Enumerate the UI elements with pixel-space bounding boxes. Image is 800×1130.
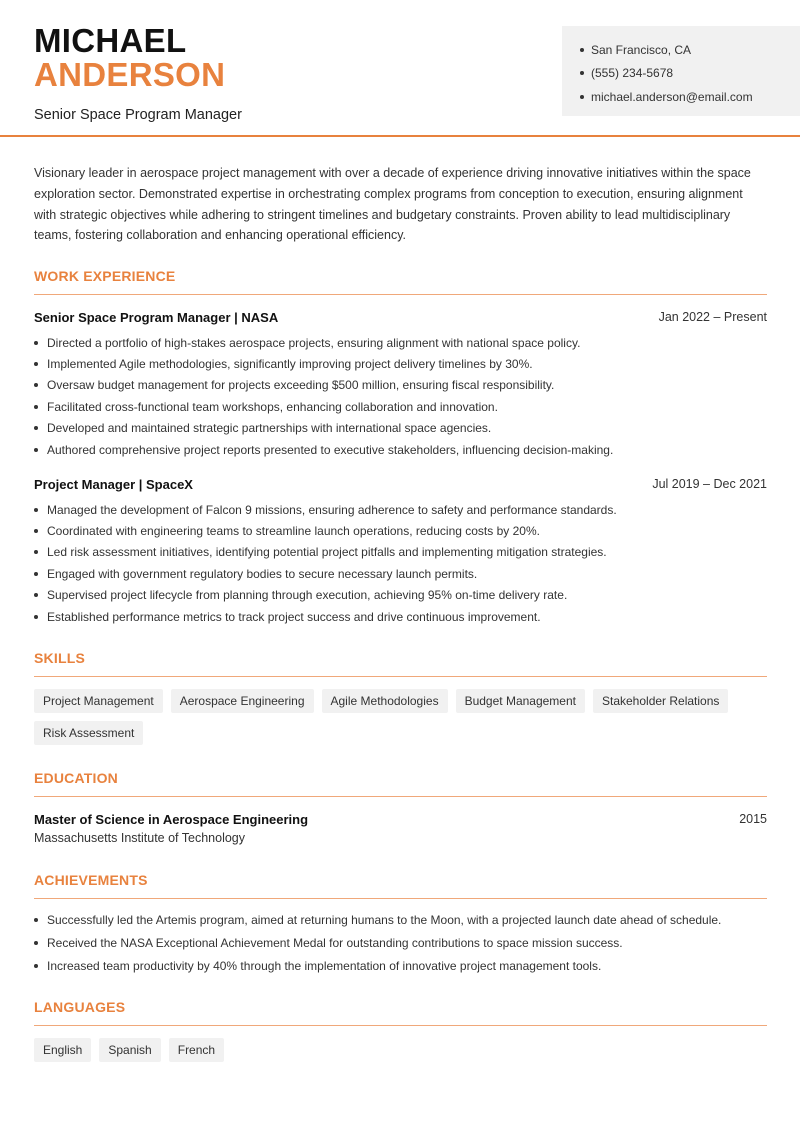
bullet-icon — [580, 48, 584, 52]
bullet-icon — [34, 508, 38, 512]
bullet-icon — [34, 615, 38, 619]
bullet-icon — [34, 918, 38, 922]
bullet-icon — [34, 341, 38, 345]
bullet-icon — [34, 529, 38, 533]
skills-heading: SKILLS — [34, 650, 767, 677]
bullet-text: Facilitated cross-functional team workshops, enhancing collaboration and innovation. — [47, 399, 498, 414]
bullet-text: Received the NASA Exceptional Achievement Medal for outstanding contributions to space mission success. — [47, 936, 623, 951]
achievements-heading: ACHIEVEMENTS — [34, 872, 767, 899]
list-item — [34, 418, 767, 439]
list-item — [34, 520, 767, 541]
education-year: 2015 — [739, 812, 767, 826]
bullet-icon — [34, 941, 38, 945]
bullet-icon — [34, 550, 38, 554]
job-title: Senior Space Program Manager — [34, 107, 242, 123]
job-bullets — [34, 332, 767, 460]
contact-location — [580, 38, 800, 62]
bullet-icon — [580, 71, 584, 75]
skill-chip: Agile Methodologies — [322, 689, 448, 713]
resume-header — [0, 0, 800, 137]
job-bullets — [34, 499, 767, 627]
list-item — [34, 542, 767, 563]
skill-chip: Budget Management — [456, 689, 585, 713]
bullet-text: Implemented Agile methodologies, significantly improving project delivery timelines by 30%. — [47, 357, 533, 372]
job-dates: Jul 2019 – Dec 2021 — [652, 477, 767, 491]
bullet-icon — [580, 95, 584, 99]
contact-box — [562, 26, 800, 116]
contact-location-text: San Francisco, CA — [591, 42, 692, 57]
bullet-text: Established performance metrics to track project success and drive continuous improvement. — [47, 609, 541, 624]
skill-chip: Risk Assessment — [34, 721, 143, 745]
bullet-icon — [34, 448, 38, 452]
bullet-text: Led risk assessment initiatives, identifying potential project pitfalls and implementing mitigation strategies. — [47, 545, 607, 560]
list-item — [34, 439, 767, 460]
achievements-list — [34, 909, 767, 977]
bullet-icon — [34, 593, 38, 597]
contact-email — [580, 85, 800, 109]
bullet-text: Successfully led the Artemis program, aimed at returning humans to the Moon, with a projected launch date ahead of schedule. — [47, 913, 722, 928]
education-degree: Master of Science in Aerospace Engineering — [34, 812, 309, 827]
list-item — [34, 954, 767, 977]
bullet-text: Authored comprehensive project reports presented to executive stakeholders, influencing decision-making. — [47, 442, 614, 457]
contact-phone-text: (555) 234-5678 — [591, 66, 674, 81]
skill-chip: Stakeholder Relations — [593, 689, 728, 713]
list-item — [34, 585, 767, 606]
list-item — [34, 909, 767, 932]
job-header — [34, 477, 767, 492]
job-role: Project Manager | SpaceX — [34, 477, 193, 492]
languages-heading: LANGUAGES — [34, 999, 767, 1026]
language-chip: English — [34, 1038, 91, 1062]
bullet-icon — [34, 426, 38, 430]
bullet-text: Developed and maintained strategic partnerships with international space agencies. — [47, 421, 492, 436]
job-role: Senior Space Program Manager | NASA — [34, 310, 279, 325]
summary: Visionary leader in aerospace project management with over a decade of experience driving innovative initiatives within the space exploration sector. Demonstrated expertise in orchestrating complex programs from conception to execution, ensuring alignment with strategic objectives while adhering to stringent timelines and budgetary constraints. Proven ability to lead multidisciplinary teams, fostering collaboration and enhancing operational efficiency. — [34, 166, 751, 243]
languages-list — [34, 1038, 767, 1062]
bullet-icon — [34, 362, 38, 366]
bullet-text: Managed the development of Falcon 9 missions, ensuring adherence to safety and performance standards. — [47, 502, 617, 517]
education-school: Massachusetts Institute of Technology — [34, 831, 245, 845]
work-experience-heading: WORK EXPERIENCE — [34, 268, 767, 295]
first-name: MICHAEL — [34, 22, 187, 59]
skill-chip: Aerospace Engineering — [171, 689, 314, 713]
skills-list — [34, 689, 767, 745]
education-entry — [34, 812, 767, 827]
bullet-text: Oversaw budget management for projects exceeding $500 million, ensuring fiscal responsibility. — [47, 378, 555, 393]
bullet-icon — [34, 405, 38, 409]
bullet-text: Increased team productivity by 40% through the implementation of innovative project management tools. — [47, 958, 602, 973]
job-dates: Jan 2022 – Present — [658, 310, 767, 324]
list-item — [34, 396, 767, 417]
skill-chip: Project Management — [34, 689, 163, 713]
contact-phone — [580, 62, 800, 86]
bullet-text: Supervised project lifecycle from planning through execution, achieving 95% on-time delivery rate. — [47, 588, 568, 603]
list-item — [34, 499, 767, 520]
bullet-text: Directed a portfolio of high-stakes aerospace projects, ensuring alignment with national space policy. — [47, 335, 581, 350]
list-item — [34, 353, 767, 374]
bullet-icon — [34, 964, 38, 968]
list-item — [34, 375, 767, 396]
list-item — [34, 332, 767, 353]
education-heading: EDUCATION — [34, 770, 767, 797]
job-header — [34, 310, 767, 325]
bullet-text: Engaged with government regulatory bodies to secure necessary launch permits. — [47, 566, 478, 581]
contact-email-text: michael.anderson@email.com — [591, 89, 753, 104]
language-chip: French — [169, 1038, 224, 1062]
language-chip: Spanish — [99, 1038, 160, 1062]
last-name: ANDERSON — [34, 56, 226, 93]
list-item — [34, 606, 767, 627]
name-block — [34, 24, 242, 123]
bullet-icon — [34, 572, 38, 576]
bullet-icon — [34, 383, 38, 387]
bullet-text: Coordinated with engineering teams to streamline launch operations, reducing costs by 20%. — [47, 524, 540, 539]
list-item — [34, 932, 767, 955]
list-item — [34, 563, 767, 584]
